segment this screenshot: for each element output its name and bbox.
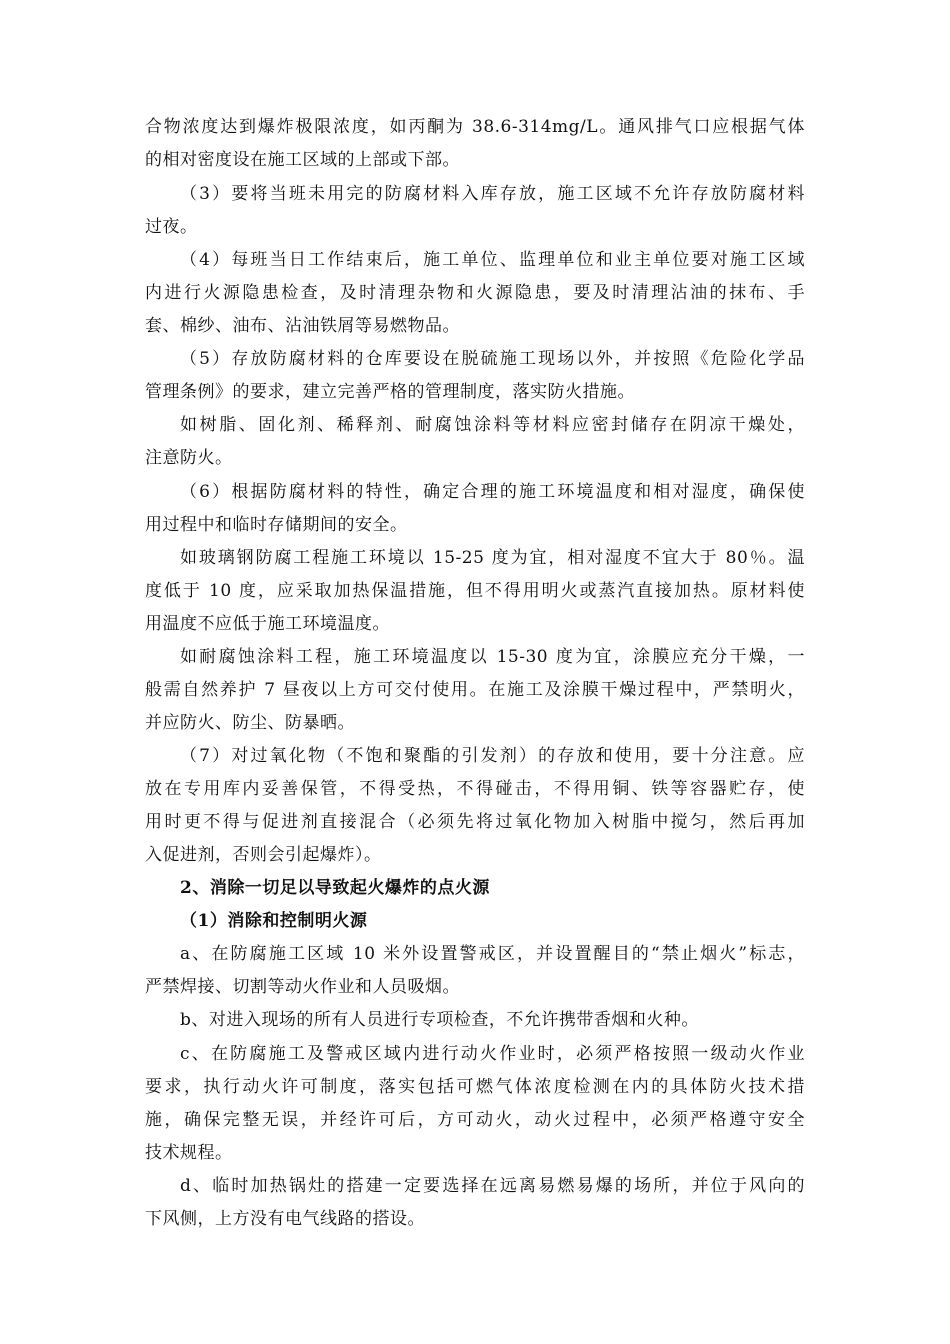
text-line: 施，确保完整无误，并经许可后，方可动火，动火过程中，必须严格遵守安全	[145, 1110, 805, 1130]
text-line: 内进行火源隐患检查，及时清理杂物和火源隐患，要及时清理沾油的抹布、手	[145, 283, 805, 303]
text-line: 管理条例》的要求，建立完善严格的管理制度，落实防火措施。	[145, 382, 635, 402]
text-line: 严禁焊接、切割等动火作业和人员吸烟。	[145, 977, 460, 997]
list-item-b: b、对进入现场的所有人员进行专项检查，不允许携带香烟和火种。	[180, 1010, 699, 1030]
list-item-a: a、在防腐施工区域 10 米外设置警戒区，并设置醒目的“禁止烟火”标志，	[180, 944, 805, 964]
text-line: 入促进剂，否则会引起爆炸）。	[145, 845, 382, 865]
paragraph-item-6: （6）根据防腐材料的特性，确定合理的施工环境温度和相对湿度，确保使	[180, 482, 805, 502]
text-line: 注意防火。	[145, 448, 233, 468]
paragraph: 如树脂、固化剂、稀释剂、耐腐蚀涂料等材料应密封储存在阴凉干燥处，	[180, 415, 805, 435]
section-heading: 2、消除一切足以导致起火爆炸的点火源	[180, 878, 490, 898]
text-line: 下风侧，上方没有电气线路的搭设。	[145, 1209, 425, 1229]
text-line: 技术规程。	[145, 1143, 233, 1163]
list-item-c: c、在防腐施工及警戒区域内进行动火作业时，必须严格按照一级动火作业	[180, 1044, 805, 1064]
subsection-heading: （1）消除和控制明火源	[180, 911, 368, 931]
text-line: 用时更不得与促进剂直接混合（必须先将过氧化物加入树脂中搅匀，然后再加	[145, 812, 805, 832]
paragraph: 如玻璃钢防腐工程施工环境以 15-25 度为宜，相对湿度不宜大于 80％。温	[180, 548, 805, 568]
text-line: 要求，执行动火许可制度，落实包括可燃气体浓度检测在内的具体防火技术措	[145, 1077, 805, 1097]
text-line: 放在专用库内妥善保管，不得受热，不得碰击，不得用铜、铁等容器贮存，使	[145, 779, 805, 799]
text-line: 度低于 10 度，应采取加热保温措施，但不得用明火或蒸汽直接加热。原材料使	[145, 581, 805, 601]
paragraph-item-7: （7）对过氧化物（不饱和聚酯的引发剂）的存放和使用，要十分注意。应	[180, 746, 805, 766]
text-line: 用温度不应低于施工环境温度。	[145, 614, 390, 634]
text-line: 过夜。	[145, 217, 198, 237]
paragraph: 如耐腐蚀涂料工程，施工环境温度以 15-30 度为宜，涂膜应充分干燥，一	[180, 647, 805, 667]
paragraph-item-5: （5）存放防腐材料的仓库要设在脱硫施工现场以外，并按照《危险化学品	[180, 349, 805, 369]
text-line: 并应防火、防尘、防暴晒。	[145, 713, 355, 733]
text-line: 的相对密度设在施工区域的上部或下部。	[145, 150, 460, 170]
text-line: 般需自然养护 7 昼夜以上方可交付使用。在施工及涂膜干燥过程中，严禁明火，	[145, 680, 805, 700]
paragraph-item-3: （3）要将当班未用完的防腐材料入库存放，施工区域不允许存放防腐材料	[180, 184, 805, 204]
text-line: 用过程中和临时存储期间的安全。	[145, 515, 408, 535]
paragraph-item-4: （4）每班当日工作结束后，施工单位、监理单位和业主单位要对施工区域	[180, 250, 805, 270]
list-item-d: d、临时加热锅灶的搭建一定要选择在远离易燃易爆的场所，并位于风向的	[180, 1176, 805, 1196]
text-line: 合物浓度达到爆炸极限浓度，如丙酮为 38.6-314mg/L。通风排气口应根据气体	[145, 117, 805, 137]
text-line: 套、棉纱、油布、沾油铁屑等易燃物品。	[145, 316, 460, 336]
